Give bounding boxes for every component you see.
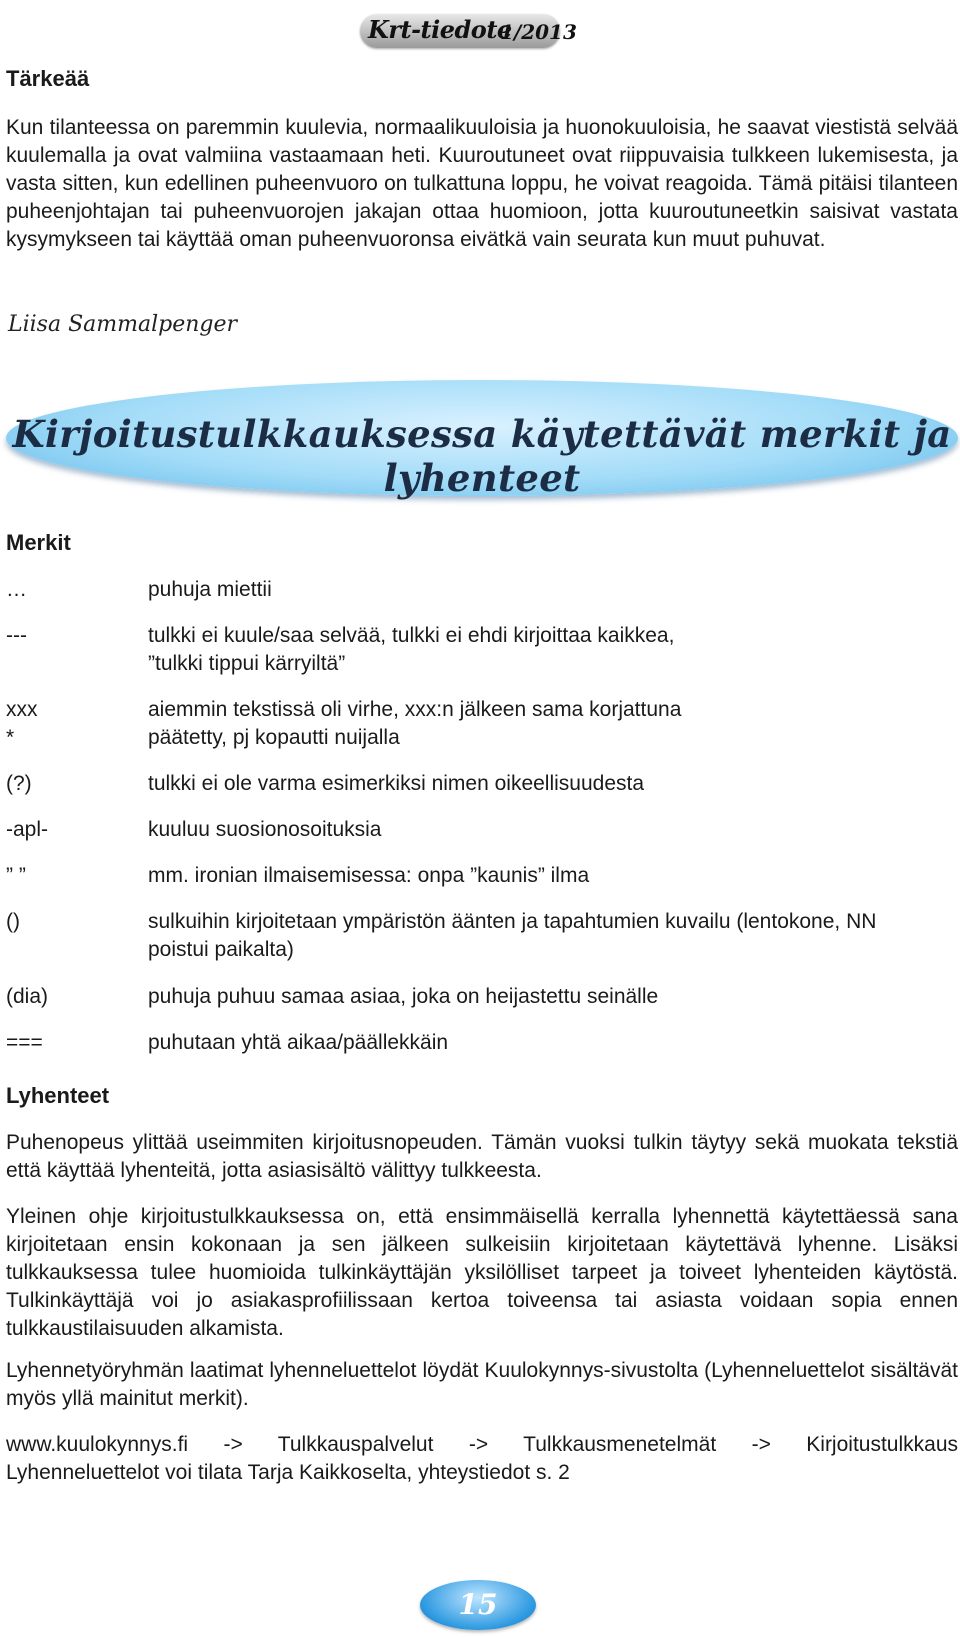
section-heading-tarkeaa: Tärkeää: [6, 66, 90, 91]
mark-symbol: xxx *: [6, 698, 38, 749]
mark-symbol: ” ”: [6, 864, 26, 887]
mark-symbol: (dia): [6, 985, 49, 1008]
mark-symbol: …: [6, 578, 27, 601]
ordering-info: Lyhenneluettelot voi tilata Tarja Kaikkoselta, yhteystiedot s. 2: [6, 1461, 570, 1484]
issue-number: 1/2013: [500, 20, 577, 44]
section-heading-merkit: Merkit: [6, 530, 71, 555]
article-banner: [6, 380, 958, 500]
section-paragraph: Kun tilanteessa on paremmin kuulevia, normaalikuuloisia ja huonokuuloisia, he saavat viestistä selvää kuulemalla ja ovat valmiina vastaamaan heti. Kuuroutuneet ovat riippuvaisia tulkkeen lukemisesta, ja vasta sitten, kun edellinen puheenvuoro on tulkattuna loppu, he voivat reagoida. Tämä pitäisi tilanteen puheenjohtajan tai puheenvuorojen jakajan ottaa huomioon, jotta kuuroutuneetkin saisivat vastata kysymykseen tai käyttää oman puheenvuoronsa eivätkä vain seurata kun muut puhuvat.: [6, 116, 958, 251]
abbr-paragraph-4: [6, 1431, 958, 1487]
abbr-paragraph-3: Lyhennetyöryhmän laatimat lyhenneluettelot löydät Kuulokynnys-sivustolta (Lyhenneluettelot sisältävät myös yllä mainitut merkit).: [6, 1359, 958, 1410]
author-signature: Liisa Sammalpenger: [8, 312, 238, 337]
mark-description: tulkki ei ole varma esimerkiksi nimen oikeellisuudesta: [148, 772, 645, 795]
website-path: www.kuulokynnys.fi -> Tulkkauspalvelut -> Tulkkausmenetelmät -> Kirjoitustulkkaus: [6, 1433, 958, 1456]
mark-description: mm. ironian ilmaisemisessa: onpa ”kaunis” ilma: [148, 864, 590, 887]
page-number: 15: [458, 1588, 498, 1621]
mark-description: puhuja miettii: [148, 578, 272, 601]
mark-description: kuuluu suosionosoituksia: [148, 818, 382, 841]
abbr-paragraph-2: Yleinen ohje kirjoitustulkkauksessa on, että ensimmäisellä kerralla lyhennettä käytettäessä sana kirjoitetaan ensin kokonaan ja sen jälkeen sulkeisiin kirjoitetaan käytettävä lyhenne. Lisäksi tulkkauksessa tulee huomioida tulkinkäyttäjän yksilölliset tarpeet ja toiveet lyhenteiden käytöstä. Tulkinkäyttäjä voi jo asiakasprofiilissaan kertoa toiveensa tai asiasta voidaan sopia ennen tulkkaustilaisuuden alkamista.: [6, 1205, 958, 1340]
mark-description: sulkuihin kirjoitetaan ympäristön äänten ja tapahtumien kuvailu (lentokone, NN poistui paikalta): [148, 910, 877, 961]
newsletter-header: [360, 8, 580, 50]
mark-description: puhuja puhuu samaa asiaa, joka on heijastettu seinälle: [148, 985, 659, 1008]
mark-description: tulkki ei kuule/saa selvää, tulkki ei ehdi kirjoittaa kaikkea, ”tulkki tippui kärryiltä”: [148, 624, 675, 675]
mark-symbol: ===: [6, 1031, 43, 1054]
mark-symbol: ---: [6, 624, 27, 647]
mark-description: aiemmin tekstissä oli virhe, xxx:n jälkeen sama korjattuna päätetty, pj kopautti nuijalla: [148, 698, 682, 749]
section-heading-lyhenteet: Lyhenteet: [6, 1083, 110, 1108]
mark-description: puhutaan yhtä aikaa/päällekkäin: [148, 1031, 449, 1054]
newsletter-title: Krt-tiedote: [368, 15, 512, 44]
abbr-paragraph-1: Puhenopeus ylittää useimmiten kirjoitusnopeuden. Tämän vuoksi tulkin täytyy sekä muokata tekstiä että käyttää lyhenteitä, jotta asiasisältö välittyy tulkkeesta.: [6, 1131, 958, 1182]
mark-symbol: (?): [6, 772, 32, 795]
article-title: Kirjoitustulkkauksessa käytettävät merkit ja lyhenteet: [12, 412, 952, 500]
page-number-badge: [420, 1580, 536, 1630]
mark-symbol: -apl-: [6, 818, 49, 841]
mark-symbol: (): [6, 910, 20, 933]
